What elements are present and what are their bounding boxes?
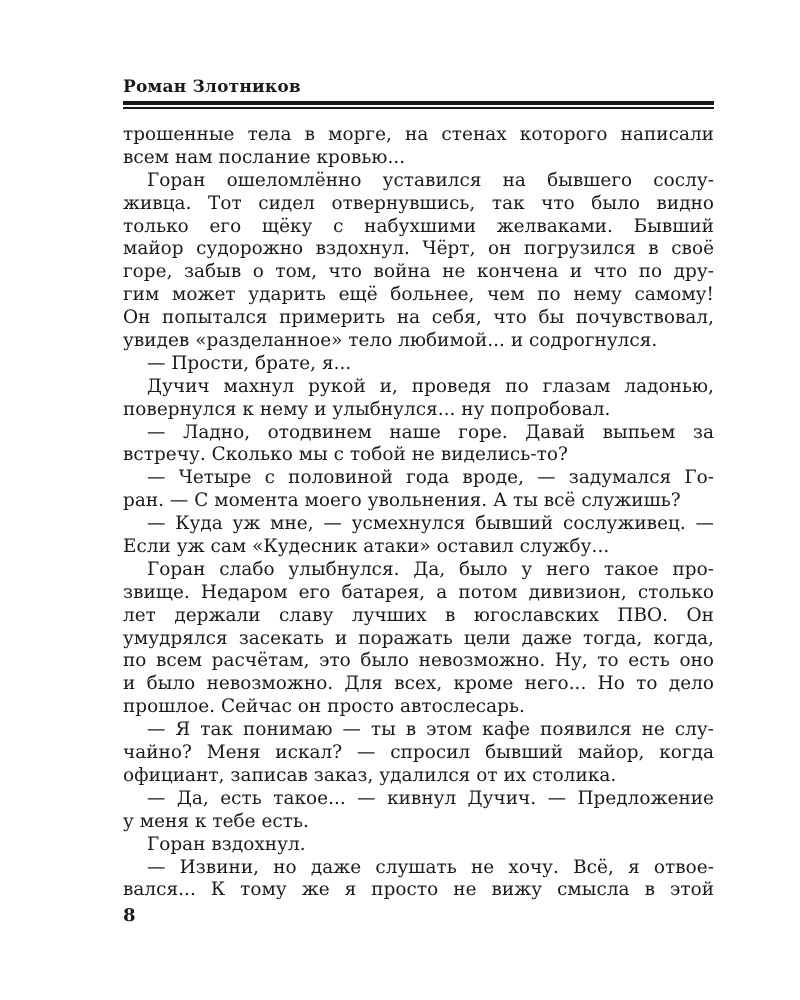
- text-line: трошенные тела в морге, на стенах которого написали: [123, 124, 714, 145]
- text-line: гим может ударить ещё больнее, чем по нему самому!: [123, 284, 714, 306]
- text-line: чайно? Меня искал? — спросил бывший майор, когда: [123, 742, 714, 764]
- text-line: ран. — С момента моего увольнения. А ты всё служишь?: [123, 490, 681, 512]
- text-line: встречу. Сколько мы с тобой не виделись-то?: [123, 444, 568, 466]
- header-rule-thick: [123, 101, 714, 105]
- text-line: по всем расчётам, это было невозможно. Ну, то есть оно: [123, 650, 714, 672]
- text-line: Он попытался примерить на себя, что бы почувствовал,: [123, 307, 714, 329]
- text-line: и было невозможно. Для всех, кроме него... Но то дело: [123, 673, 714, 695]
- text-line: живца. Тот сидел отвернувшись, так что было видно: [123, 192, 714, 214]
- text-line: прошлое. Сейчас он просто автослесарь.: [123, 696, 525, 718]
- text-line: майор судорожно вздохнул. Чёрт, он погрузился в своё: [123, 238, 714, 260]
- text-line: Горан слабо улыбнулся. Да, было у него такое про-: [147, 558, 714, 580]
- text-line: — Я так понимаю — ты в этом кафе появился не слу-: [147, 719, 714, 741]
- text-line: — Да, есть такое... — кивнул Дучич. — Предложение: [147, 787, 714, 809]
- text-line: лет держали славу лучших в югославских ПВО. Он: [123, 604, 714, 626]
- header-rule-thin: [123, 107, 714, 109]
- text-line: — Ладно, отодвинем наше горе. Давай выпьем за: [147, 421, 714, 443]
- body-text: [123, 124, 714, 902]
- text-line: вался... К тому же я просто не вижу смысла в этой: [123, 879, 714, 901]
- text-line: повернулся к нему и улыбнулся... ну попробовал.: [123, 398, 611, 420]
- text-line: звище. Недаром его батарея, а потом дивизион, столько: [123, 581, 714, 603]
- text-line: горе, забыв о том, что война не кончена и что по дру-: [123, 261, 714, 283]
- text-line: — Извини, но даже слушать не хочу. Всё, я отвое-: [147, 856, 714, 878]
- text-line: у меня к тебе есть.: [123, 810, 309, 832]
- text-line: всем нам послание кровью...: [123, 146, 406, 168]
- text-line: Если уж сам «Кудесник атаки» оставил службу...: [123, 536, 610, 558]
- text-line: Горан ошеломлённо уставился на бывшего сослу-: [147, 169, 714, 191]
- text-line: — Прости, брате, я...: [147, 352, 352, 374]
- text-line: официант, записав заказ, удалился от их столика.: [123, 764, 617, 786]
- text-line: Горан вздохнул.: [147, 833, 306, 855]
- running-head-author: Роман Злотников: [123, 77, 301, 97]
- text-line: — Куда уж мне, — усмехнулся бывший сослуживец. —: [147, 513, 714, 535]
- page-number: 8: [123, 905, 136, 926]
- text-line: только его щёку с набухшими желваками. Бывший: [123, 215, 714, 237]
- text-line: увидев «разделанное» тело любимой... и содрогнулся.: [123, 330, 658, 352]
- text-line: — Четыре с половиной года вроде, — задумался Го-: [147, 467, 714, 489]
- text-line: Дучич махнул рукой и, проведя по глазам ладонью,: [147, 375, 714, 397]
- text-line: умудрялся засекать и поражать цели даже тогда, когда,: [123, 627, 714, 649]
